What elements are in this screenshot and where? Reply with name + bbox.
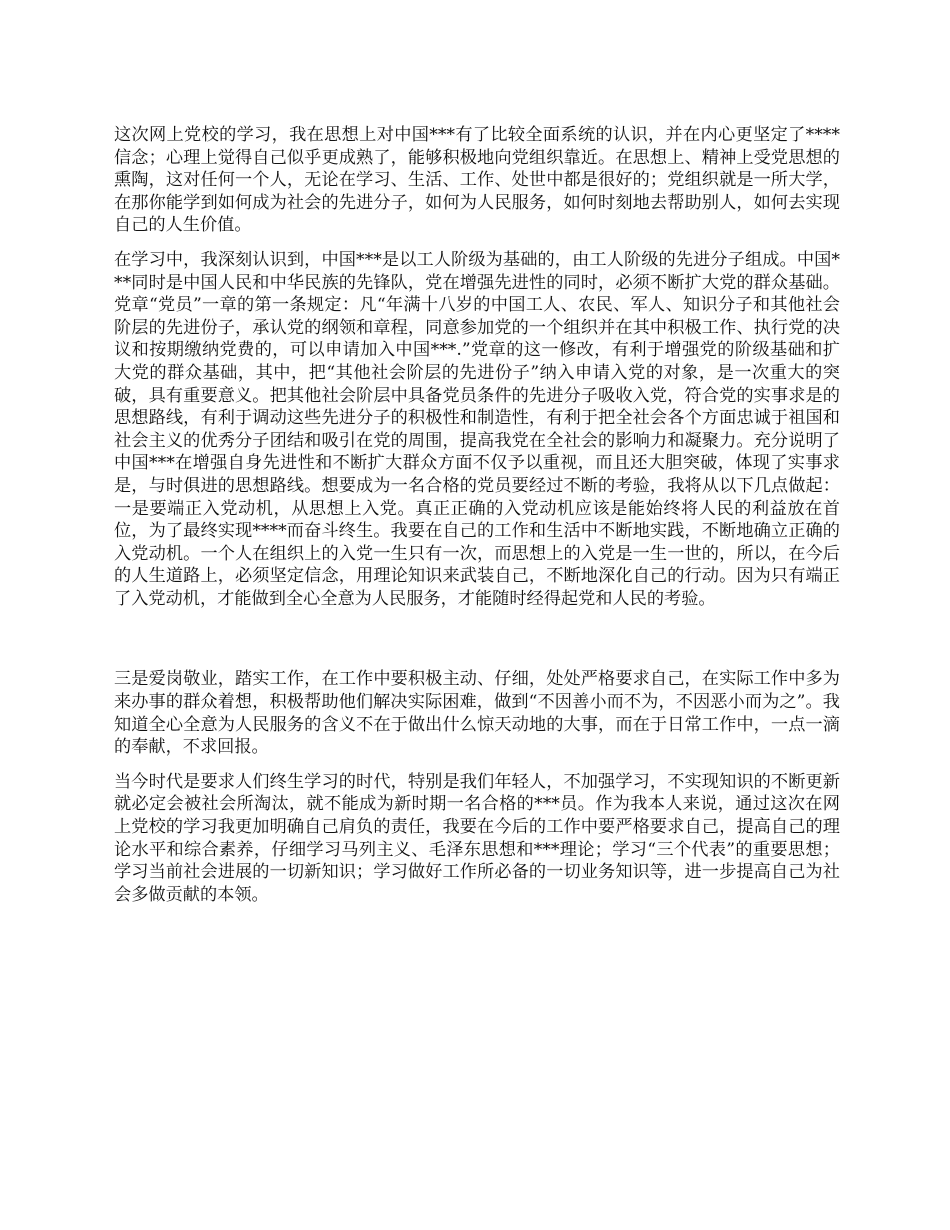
paragraph-2: 在学习中，我深刻认识到，中国***是以工人阶级为基础的，由工人阶级的先进分子组成。中国***同时是中国人民和中华民族的先锋队，党在增强先进性的同时，必须不断扩大党的群众基础。党章“党员”一章的第一条规定：凡“年满十八岁的中国工人、农民、军人、知识分子和其他社会阶层的先进份子，承认党的纲领和章程，同意参加党的一个组织并在其中积极工作、执行党的决议和按期缴纳党费的，可以申请加入中国***.”党章的这一修改，有利于增强党的阶级基础和扩大党的群众基础，其中，把“其他社会阶层的先进份子”纳入申请入党的对象，是一次重大的突破，具有重要意义。把其他社会阶层中具备党员条件的先进分子吸收入党，符合党的实事求是的思想路线，有利于调动这些先进分子的积极性和制造性，有利于把全社会各个方面忠诚于祖国和社会主义的优秀分子团结和吸引在党的周围，提高我党在全社会的影响力和凝聚力。充分说明了中国***在增强自身先进性和不断扩大群众方面不仅予以重视，而且还大胆突破，体现了实事求是，与时俱进的思想路线。想要成为一名合格的党员要经过不断的考验，我将从以下几点做起：一是要端正入党动机，从思想上入党。真正正确的入党动机应该是能始终将人民的利益放在首位，为了最终实现****而奋斗终生。我要在自己的工作和生活中不断地实践，不断地确立正确的入党动机。一个人在组织上的入党一生只有一次，而思想上的入党是一生一世的，所以，在今后的人生道路上，必须坚定信念，用理论知识来武装自己，不断地深化自己的行动。因为只有端正了入党动机，才能做到全心全意为人民服务，才能随时经得起党和人民的考验。 [114,249,840,609]
paragraph-4: 当今时代是要求人们终生学习的时代，特别是我们年轻人，不加强学习，不实现知识的不断更新就必定会被社会所淘汰，就不能成为新时期一名合格的***员。作为我本人来说，通过这次在网上党校的学习我更加明确自己肩负的责任，我要在今后的工作中要严格要求自己，提高自己的理论水平和综合素养，仔细学习马列主义、毛泽东思想和***理论；学习“三个代表”的重要思想；学习当前社会进展的一切新知识；学习做好工作所必备的一切业务知识等，进一步提高自己为社会多做贡献的本领。 [114,771,840,905]
paragraph-3: 三是爱岗敬业，踏实工作，在工作中要积极主动、仔细，处处严格要求自己，在实际工作中多为来办事的群众着想，积极帮助他们解决实际困难，做到“不因善小而不为，不因恶小而为之”。我知道全心全意为人民服务的含义不在于做出什么惊天动地的大事，而在于日常工作中，一点一滴的奉献，不求回报。 [114,669,840,758]
document-page [114,124,840,918]
blank-gap [114,622,840,668]
paragraph-1: 这次网上党校的学习，我在思想上对中国***有了比较全面系统的认识，并在内心更坚定了****信念；心理上觉得自己似乎更成熟了，能够积极地向党组织靠近。在思想上、精神上受党思想的熏陶，这对任何一个人，无论在学习、生活、工作、处世中都是很好的；党组织就是一所大学，在那你能学到如何成为社会的先进分子，如何为人民服务，如何时刻地去帮助别人，如何去实现自己的人生价值。 [114,125,840,236]
